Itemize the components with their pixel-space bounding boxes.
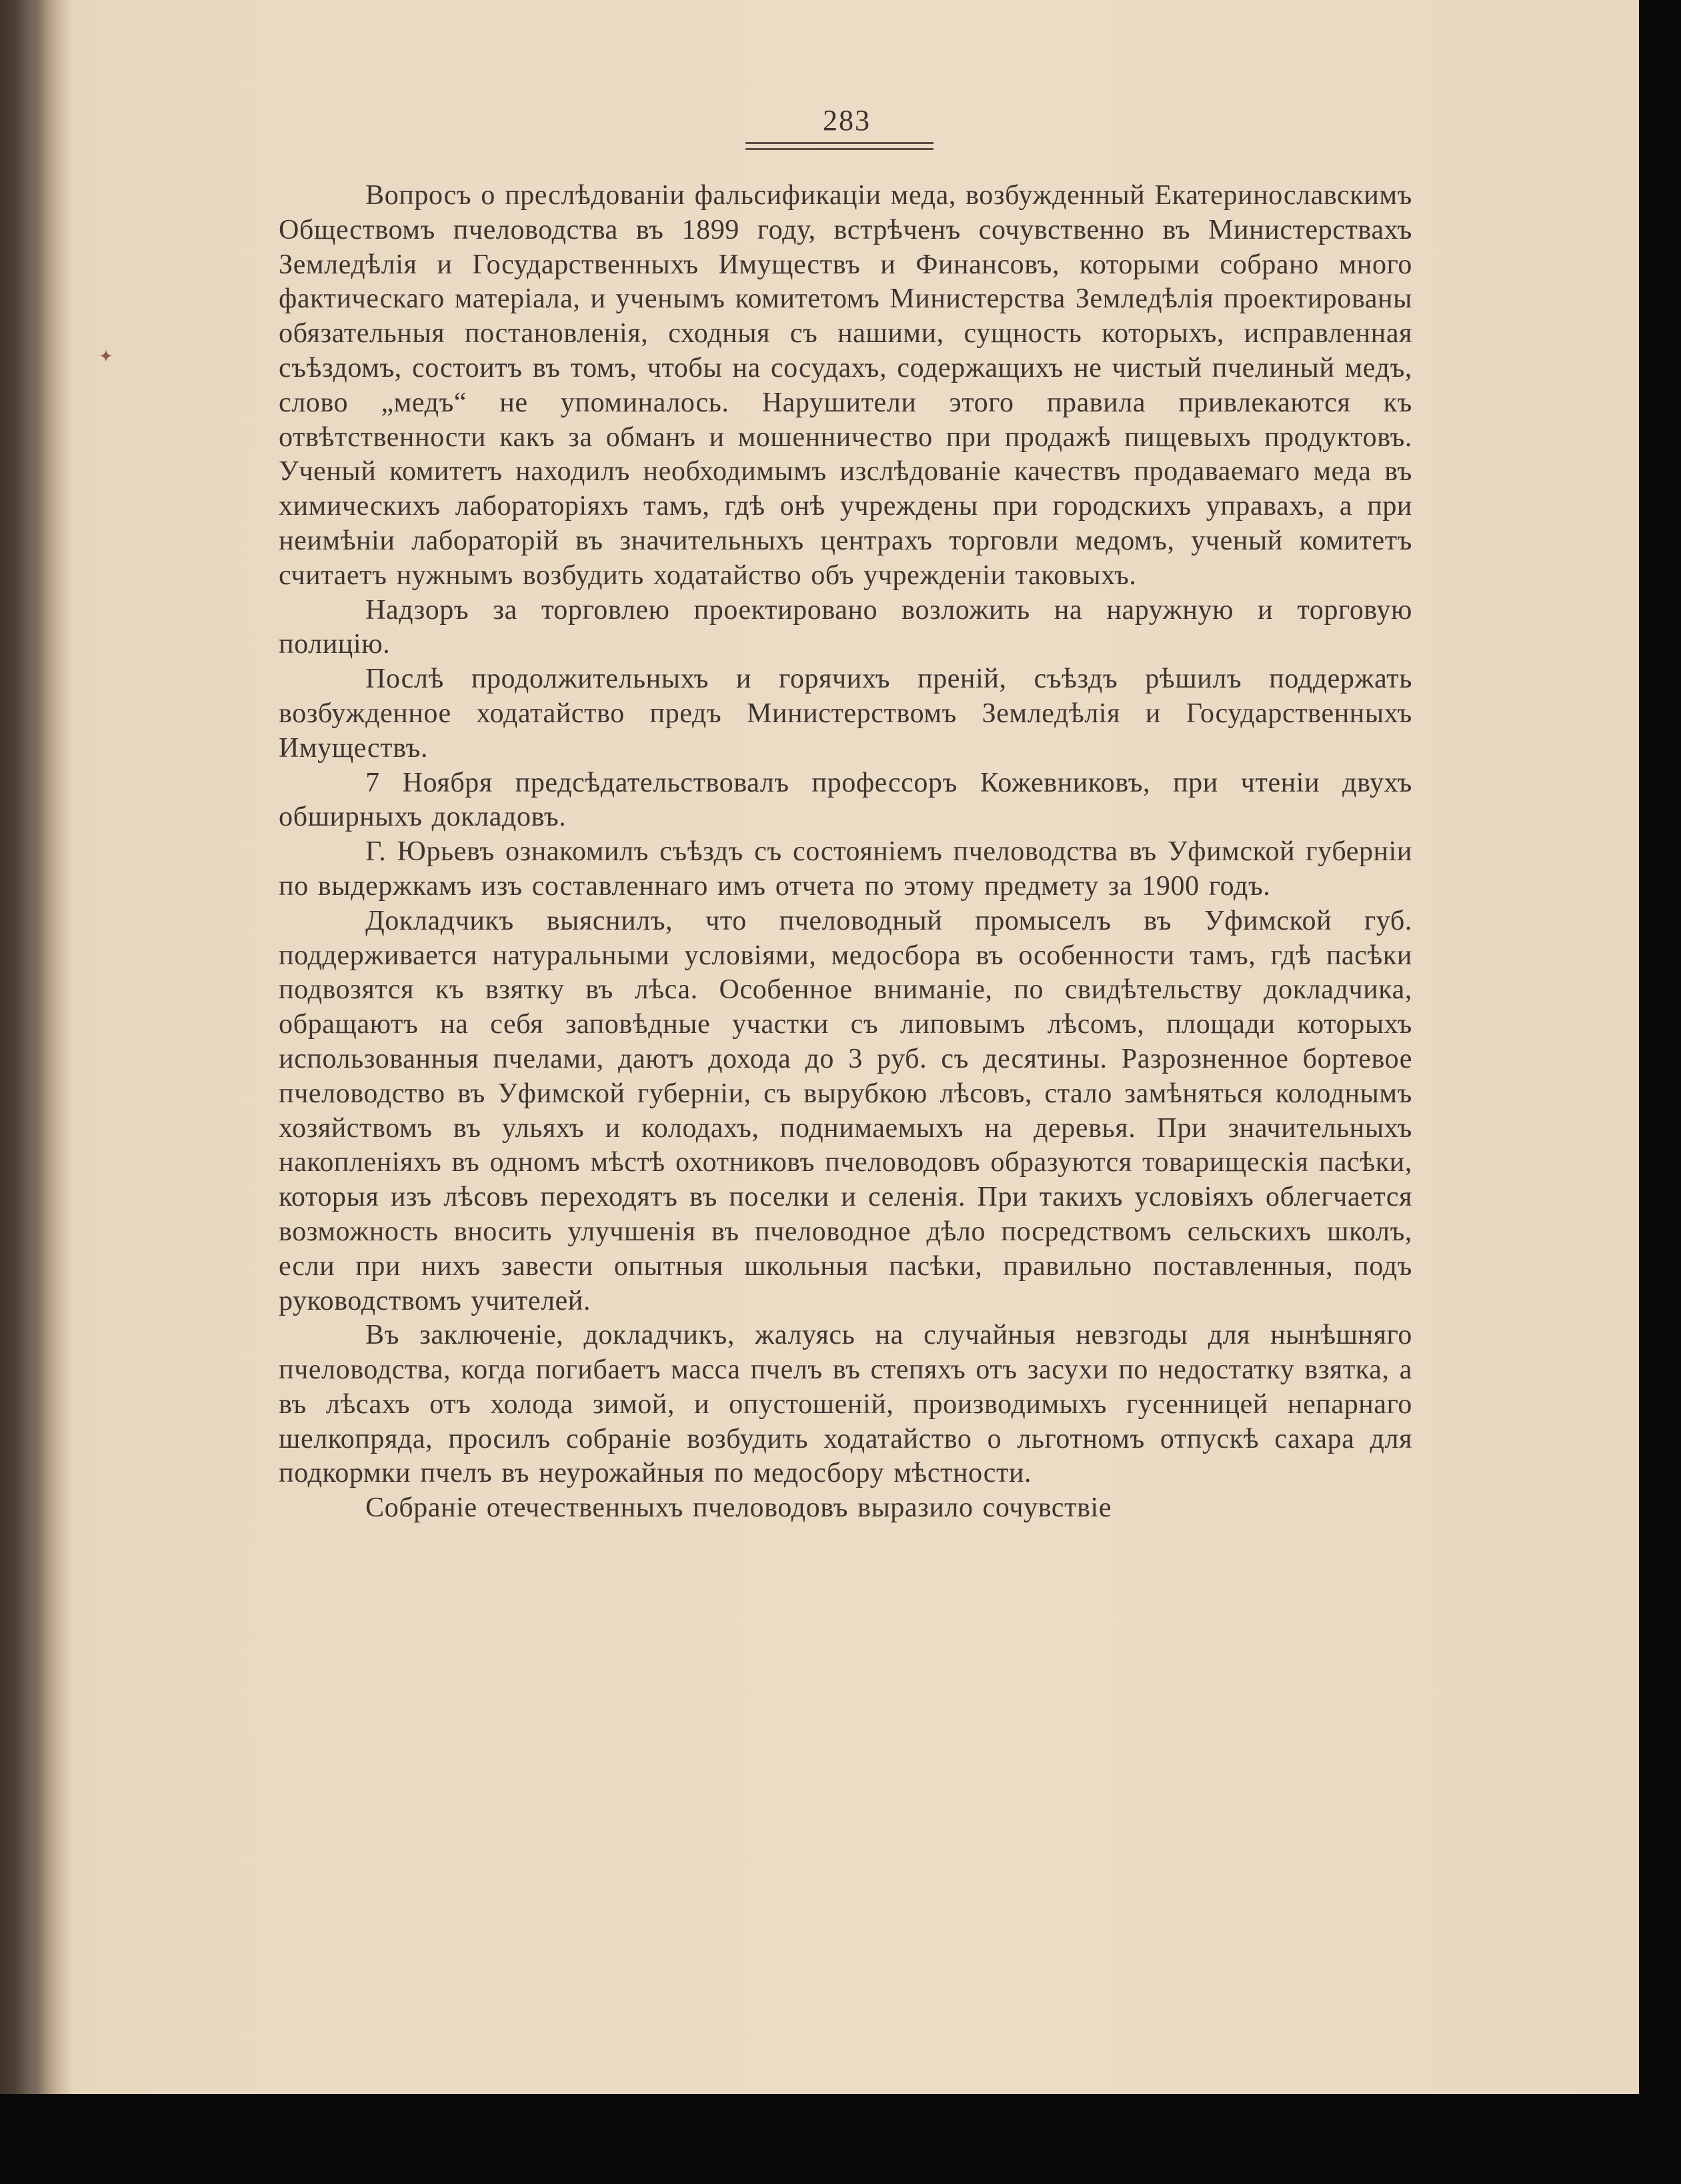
paragraph-yuryev-report: Г. Юрьевъ ознакомилъ съѣздъ съ состояніемъ пчеловодства въ Уфимской губерніи по выдержкамъ изъ составленнаго имъ отчета по этому предмету за 1900 годъ. xyxy=(279,836,1412,902)
header-rule-top xyxy=(745,142,934,144)
paragraph-supervision: Надзоръ за торговлею проектировано возложить на наружную и торговую полицію. xyxy=(279,594,1412,660)
page-number: 283 xyxy=(823,104,871,137)
paragraph-conclusion: Въ заключеніе, докладчикъ, жалуясь на случайныя невзгоды для нынѣшняго пчеловодства, когда погибаетъ масса пчелъ въ степяхъ отъ засухи по недостатку взятка, а въ лѣсахъ отъ холода зимой, и опустошеній, производимыхъ гусенницей непарнаго шелкопряда, просилъ собраніе возбудить ходатайство о льготномъ отпускѣ сахара для подкормки пчелъ въ неурожайныя по медосбору мѣстности. xyxy=(279,1320,1412,1489)
margin-speck-mark: ✦ xyxy=(99,347,113,366)
paragraph-speaker-findings: Докладчикъ выяснилъ, что пчеловодный промыселъ въ Уфимской губ. поддерживается натуральными условіями, медосбора въ особенности тамъ, гдѣ пасѣки подвозятся къ взятку въ лѣса. Особенное вниманіе, по свидѣтельству докладчика, обращаютъ на себя заповѣдные участки съ липовымъ лѣсомъ, площади которыхъ использованныя пчелами, даютъ дохода до 3 руб. съ десятины. Разрозненное бортевое пчеловодство въ Уфимской губерніи, съ вырубкою лѣсовъ, стало замѣняться колоднымъ хозяйствомъ въ ульяхъ и колодахъ, поднимаемыхъ на деревья. При значительныхъ накопленіяхъ въ одномъ мѣстѣ охотниковъ пчеловодовъ образуются товарищескія пасѣки, которыя изъ лѣсовъ переходятъ въ поселки и селенія. При такихъ условіяхъ облегчается возможность вносить улучшенія въ пчеловодное дѣло посредствомъ сельскихъ школъ, если при нихъ завести опытныя школьныя пасѣки, правильно поставленныя, подъ руководствомъ учителей. xyxy=(279,905,1412,1316)
paragraph-assembly: Собраніе отечественныхъ пчеловодовъ выразило сочувствіе xyxy=(365,1492,1112,1524)
body-text xyxy=(279,179,1412,1526)
paragraph-congress-decision: Послѣ продолжительныхъ и горячихъ преній, съѣздъ рѣшилъ поддержать возбужденное ходатайство предъ Министерствомъ Земледѣлія и Государственныхъ Имуществъ. xyxy=(279,664,1412,764)
paragraph-falsification: Вопросъ о преслѣдованіи фальсификаціи меда, возбужденный Екатеринославскимъ Обществомъ пчеловодства въ 1899 году, встрѣченъ сочувственно въ Министерствахъ Земледѣлія и Государственныхъ Имуществъ и Финансовъ, которыми собрано много фактическаго матеріала, и ученымъ комитетомъ Министерства Земледѣлія проектированы обязательныя постановленія, сходныя съ нашими, сущность которыхъ, исправленная съѣздомъ, состоитъ въ томъ, чтобы на сосудахъ, содержащихъ не чистый пчелиный медъ, слово „медъ“ не упоминалось. Нарушители этого правила привлекаются къ отвѣтственности какъ за обманъ и мошенничество при продажѣ пищевыхъ продуктовъ. Ученый комитетъ находилъ необходимымъ изслѣдованіе качествъ продаваемаго меда въ химическихъ лабораторіяхъ тамъ, гдѣ онѣ учреждены при городскихъ управахъ, а при неимѣніи лабораторій въ значительныхъ центрахъ торговли медомъ, ученый комитетъ считаетъ нужнымъ возбудить ходатайство объ учрежденіи таковыхъ. xyxy=(279,180,1412,591)
header-rule-bottom xyxy=(745,148,934,150)
book-binding-edge xyxy=(0,0,73,2094)
scan-border-bottom xyxy=(0,2094,1681,2184)
scan-border-right xyxy=(1639,0,1681,2094)
paragraph-november-7: 7 Ноября предсѣдательствовалъ профессоръ Кожевниковъ, при чтеніи двухъ обширныхъ докладовъ. xyxy=(279,767,1412,833)
